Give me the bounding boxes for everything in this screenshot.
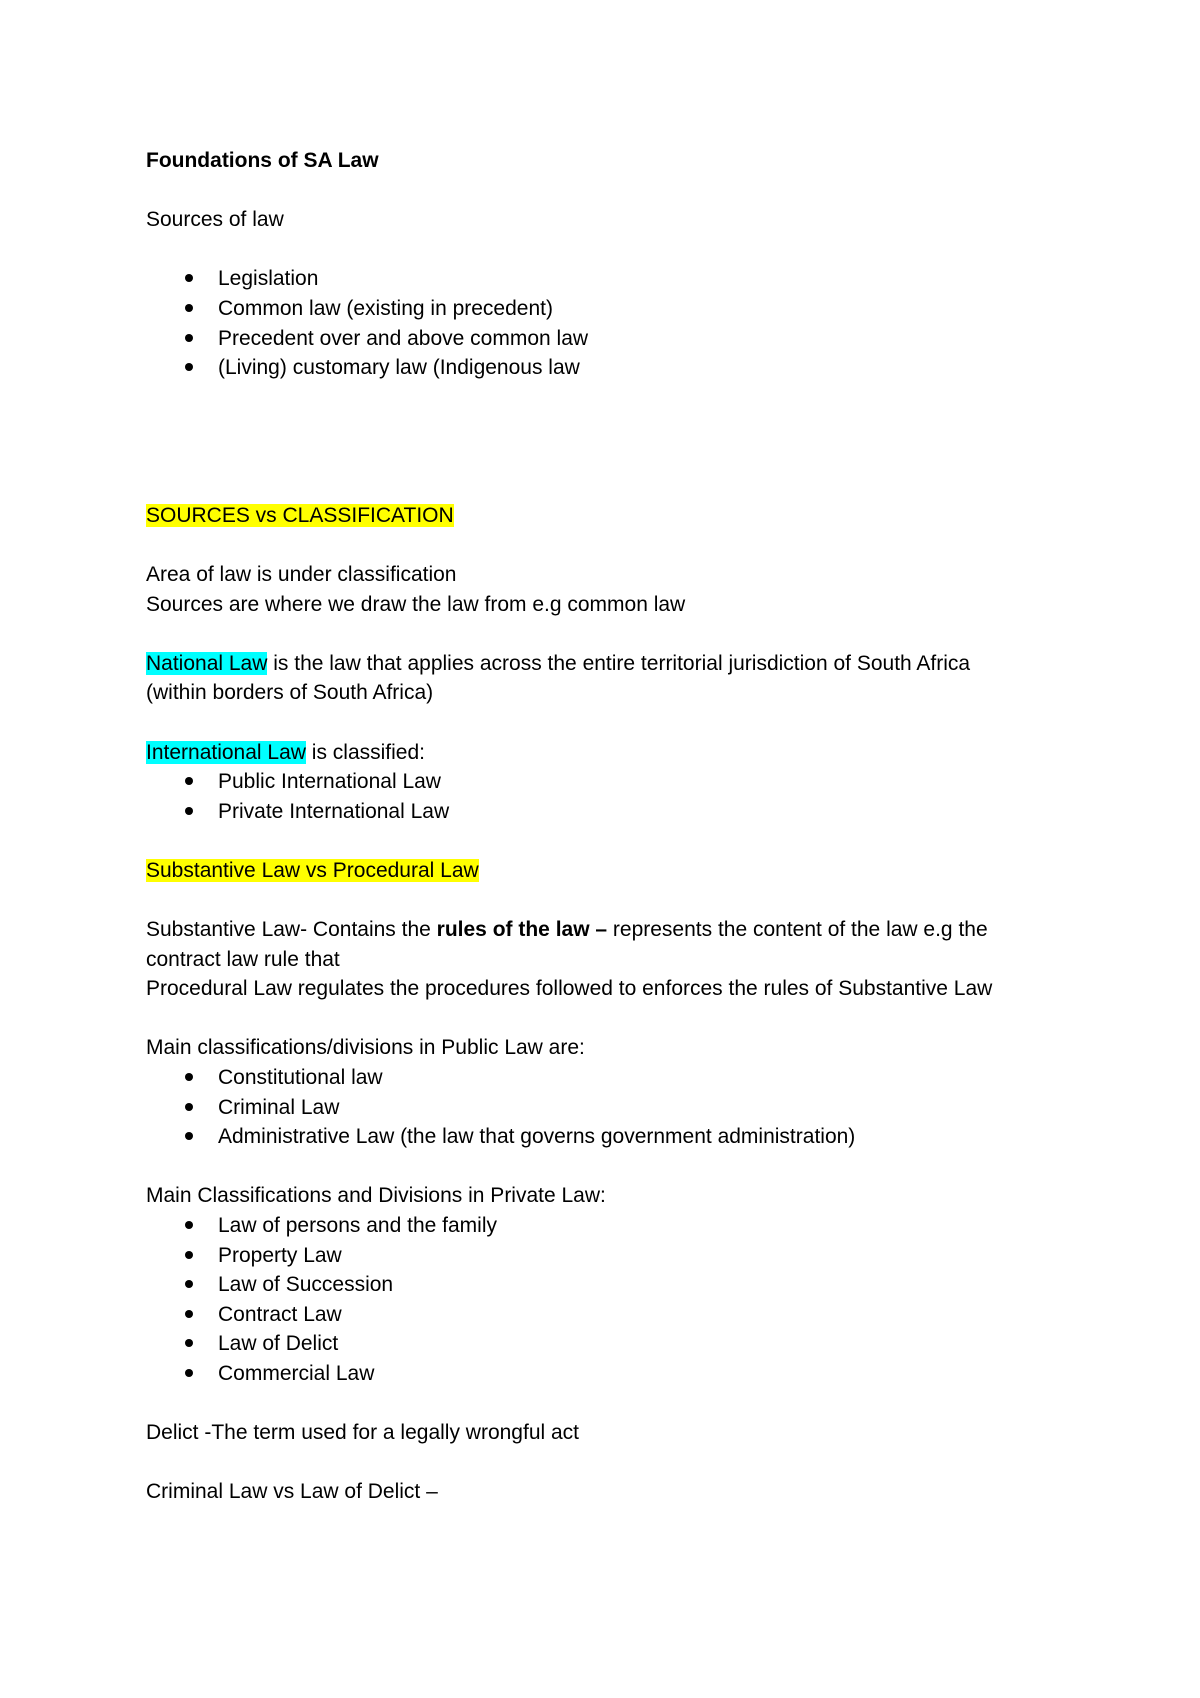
list-item: Property Law bbox=[146, 1241, 1076, 1271]
bullet-icon bbox=[185, 1339, 193, 1347]
list-item: Administrative Law (the law that governs government administration) bbox=[146, 1122, 1076, 1152]
substantive-paragraph: Substantive Law- Contains the rules of the law – represents the content of the law e.g the bbox=[146, 918, 988, 942]
bullet-icon bbox=[185, 334, 193, 342]
international-law-list bbox=[146, 767, 1076, 826]
bullet-icon bbox=[185, 1369, 193, 1377]
bullet-icon bbox=[185, 1221, 193, 1229]
private-law-heading: Main Classifications and Divisions in Private Law: bbox=[146, 1184, 606, 1208]
list-item: Precedent over and above common law bbox=[146, 324, 1076, 354]
document-title: Foundations of SA Law bbox=[146, 149, 379, 172]
bullet-icon bbox=[185, 1310, 193, 1318]
delict-line: Delict -The term used for a legally wrongful act bbox=[146, 1421, 580, 1445]
bullet-icon bbox=[185, 274, 193, 282]
national-law-paragraph: National Law is the law that applies across the entire territorial jurisdiction of South Africa bbox=[146, 651, 971, 675]
list-item: Commercial Law bbox=[146, 1359, 1076, 1389]
list-item: Constitutional law bbox=[146, 1063, 1076, 1093]
international-law-term: International Law bbox=[146, 740, 306, 764]
area-line: Area of law is under classification bbox=[146, 562, 457, 586]
bullet-icon bbox=[185, 1251, 193, 1259]
list-item: Contract Law bbox=[146, 1300, 1076, 1330]
document-body bbox=[146, 146, 1076, 1507]
substantive-vs-procedural-heading: Substantive Law vs Procedural Law bbox=[146, 858, 479, 882]
public-law-list bbox=[146, 1063, 1076, 1152]
sources-line: Sources are where we draw the law from e.g common law bbox=[146, 592, 686, 616]
private-law-list bbox=[146, 1211, 1076, 1389]
list-item: Common law (existing in precedent) bbox=[146, 294, 1076, 324]
bullet-icon bbox=[185, 363, 193, 371]
list-item: (Living) customary law (Indigenous law bbox=[146, 353, 1076, 383]
list-item: Private International Law bbox=[146, 797, 1076, 827]
bullet-icon bbox=[185, 1280, 193, 1288]
list-item: Law of Succession bbox=[146, 1270, 1076, 1300]
sources-list bbox=[146, 264, 1076, 382]
list-item: Public International Law bbox=[146, 767, 1076, 797]
bullet-icon bbox=[185, 1073, 193, 1081]
bullet-icon bbox=[185, 807, 193, 815]
criminal-vs-delict-line: Criminal Law vs Law of Delict – bbox=[146, 1480, 438, 1504]
international-law-paragraph: International Law is classified: bbox=[146, 740, 425, 764]
list-item: Law of persons and the family bbox=[146, 1211, 1076, 1241]
sources-vs-classification-heading: SOURCES vs CLASSIFICATION bbox=[146, 503, 454, 527]
substantive-line2: contract law rule that bbox=[146, 947, 340, 971]
public-law-heading: Main classifications/divisions in Public Law are: bbox=[146, 1036, 585, 1060]
list-item: Legislation bbox=[146, 264, 1076, 294]
bullet-icon bbox=[185, 304, 193, 312]
list-item: Law of Delict bbox=[146, 1329, 1076, 1359]
bullet-icon bbox=[185, 1132, 193, 1140]
list-item: Criminal Law bbox=[146, 1093, 1076, 1123]
sources-heading: Sources of law bbox=[146, 208, 284, 232]
bullet-icon bbox=[185, 777, 193, 785]
bullet-icon bbox=[185, 1103, 193, 1111]
national-law-term: National Law bbox=[146, 651, 268, 675]
procedural-line: Procedural Law regulates the procedures followed to enforces the rules of Substantive Law bbox=[146, 977, 993, 1001]
national-law-line2: (within borders of South Africa) bbox=[146, 681, 434, 705]
